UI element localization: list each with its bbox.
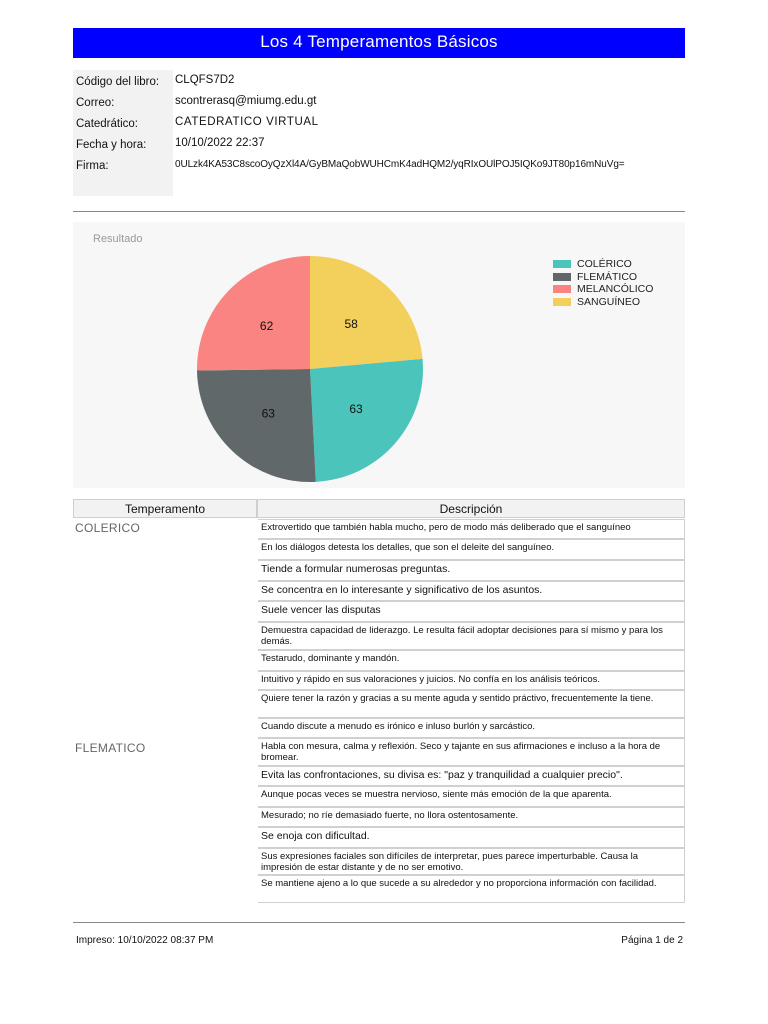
info-value: CLQFS7D2 [175, 74, 235, 86]
pie-chart [73, 222, 685, 488]
description-cell: Habla con mesura, calma y reflexión. Seco y tajante en sus afirmaciones e incluso a la hora de bromear. [258, 738, 685, 766]
pie-slice-melancólico [197, 256, 310, 370]
legend-swatch [553, 298, 571, 306]
info-value: CATEDRATICO VIRTUAL [175, 116, 319, 128]
legend-swatch [553, 260, 571, 268]
info-value: 10/10/2022 22:37 [175, 137, 265, 149]
footer-divider [73, 922, 685, 923]
divider [73, 211, 685, 212]
book-info [73, 70, 685, 198]
description-cell: Extrovertido que también habla mucho, pero de modo más deliberado que el sanguíneo [258, 519, 685, 539]
description-cell: Se concentra en lo interesante y significativo de los asuntos. [258, 581, 685, 601]
description-cell: Mesurado; no ríe demasiado fuerte, no llora ostentosamente. [258, 807, 685, 827]
legend-item [553, 283, 653, 296]
description-cell: En los diálogos detesta los detalles, que son el deleite del sanguíneo. [258, 539, 685, 560]
info-row-catedratico [73, 114, 685, 134]
description-cell: Quiere tener la razón y gracias a su mente aguda y sentido práctivo, frecuentemente la tiene. [258, 690, 685, 718]
pie-value-label: 63 [349, 402, 363, 417]
temperament-flematico: FLEMATICO [75, 741, 146, 755]
description-cell: Suele vencer las disputas [258, 601, 685, 622]
info-row-fecha [73, 135, 685, 155]
description-cell: Intuitivo y rápido en sus valoraciones y juicios. No confía en los análisis teóricos. [258, 671, 685, 690]
legend-label: FLEMÁTICO [577, 270, 638, 283]
description-cell: Evita las confrontaciones, su divisa es: "paz y tranquilidad a cualquier precio". [258, 766, 685, 786]
pie-slice-colérico [310, 359, 423, 482]
legend-label: SANGUÍNEO [577, 295, 641, 308]
temperament-colerico: COLERICO [75, 521, 141, 535]
pie-slice-sanguíneo [310, 256, 423, 369]
legend-swatch [553, 285, 571, 293]
info-label: Correo: [76, 97, 115, 109]
legend-item [553, 258, 653, 271]
printed-timestamp: Impreso: 10/10/2022 08:37 PM [76, 935, 214, 946]
pie-slice-flemático [197, 369, 316, 482]
legend-label: MELANCÓLICO [577, 283, 654, 296]
description-cell: Testarudo, dominante y mandón. [258, 650, 685, 671]
document-title: Los 4 Temperamentos Básicos [73, 28, 685, 58]
description-cell: Se mantiene ajeno a lo que sucede a su alrededor y no proporciona información con facilidad. [258, 875, 685, 903]
description-cell: Demuestra capacidad de liderazgo. Le resulta fácil adoptar decisiones para sí mismo y para los demás. [258, 622, 685, 650]
pie-value-label: 63 [261, 406, 275, 421]
table-header-descripcion: Descripción [257, 499, 685, 518]
table-header-temperamento: Temperamento [73, 499, 257, 518]
legend-swatch [553, 273, 571, 281]
info-row-codigo [73, 72, 685, 92]
legend-item [553, 271, 653, 284]
pie-value-label: 62 [259, 319, 274, 334]
chart-legend [553, 258, 653, 308]
pie-value-label: 58 [344, 316, 358, 331]
legend-item [553, 296, 653, 309]
info-label: Fecha y hora: [76, 139, 147, 151]
info-row-correo [73, 93, 685, 113]
info-value: scontrerasq@miumg.edu.gt [175, 95, 317, 107]
description-cell: Cuando discute a menudo es irónico e inluso burlón y sarcástico. [258, 718, 685, 738]
info-label: Código del libro: [76, 76, 160, 88]
description-cell: Sus expresiones faciales son difíciles de interpretar, pues parece imperturbable. Causa la impresión de estar distante y de no ser emotivo. [258, 848, 685, 875]
legend-label: COLÉRICO [577, 258, 632, 271]
description-cell: Se enoja con dificultad. [258, 827, 685, 848]
page-number: Página 1 de 2 [621, 935, 683, 946]
info-row-firma [73, 156, 685, 176]
description-cell: Aunque pocas veces se muestra nervioso, siente más emoción de la que aparenta. [258, 786, 685, 807]
info-value-signature: 0ULzk4KA53C8scoOyQzXl4A/GyBMaQobWUHCmK4adHQM2/yqRIxOUlPOJ5IQKo9JT80p16mNuVg= [175, 159, 625, 170]
info-label: Firma: [76, 160, 109, 172]
description-cell: Tiende a formular numerosas preguntas. [258, 560, 685, 581]
info-label: Catedrático: [76, 118, 139, 130]
chart-title: Resultado [93, 233, 143, 245]
